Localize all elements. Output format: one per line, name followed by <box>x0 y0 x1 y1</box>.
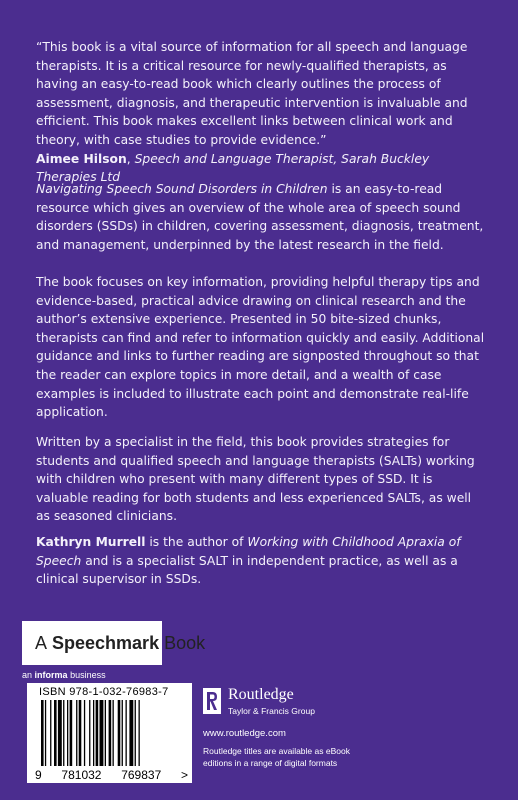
author-name: Kathryn Murrell <box>36 535 146 549</box>
quote-text: “This book is a vital source of information for all speech and language therapists. It is a critical resource for newly-qualified therapists, as having an easy-to-read book which clearly outlines the process of assessment, diagnosis, and therapeutic intervention is invaluable and efficient. This book makes excellent links between clinical work and theory, with case studies to provide evidence.” <box>36 40 468 147</box>
barcode-digit-lead: 9 <box>35 768 42 782</box>
author-bio-text-1: is the author of <box>145 535 248 549</box>
barcode-digits-left: 781032 <box>61 768 102 782</box>
imprint-suffix: Book <box>164 632 206 653</box>
speechmark-imprint-logo <box>22 621 206 665</box>
description-p1-text: is an easy-to-read resource which gives an overview of the whole area of speech sound disorders (SSDs) in children, covering assessment, diagnosis, treatment, and management, underpinned by the latest research in the field. <box>36 182 484 252</box>
author-bio-text-2: and is a specialist SALT in independent practice, as well as a clinical supervisor in SSDs. <box>36 553 458 587</box>
author-other-book: Working with Childhood Apraxia of Speech <box>36 535 461 568</box>
barcode-end-marker: > <box>180 768 188 782</box>
description-paragraph-1 <box>36 180 488 254</box>
imprint-name: Speechmark <box>52 632 160 653</box>
endorsement-quote <box>36 38 488 187</box>
routledge-logo-icon <box>203 688 221 714</box>
ebook-note: Routledge titles are available as eBook editions in a range of digital formats <box>203 746 350 768</box>
author-bio <box>36 533 488 589</box>
informa-name: informa <box>34 670 68 680</box>
informa-suffix: business <box>70 670 106 680</box>
book-title: Navigating Speech Sound Disorders in Children <box>36 182 328 196</box>
imprint-prefix: A <box>35 632 48 653</box>
description-paragraph-3: Written by a specialist in the field, this book provides strategies for students and qualified speech and language therapists (SALTs) working with children who present with many different types of SSD. It is valuable reading for both students and less experienced SALTs, as well as seasoned clinicians. <box>36 435 475 524</box>
quote-attribution: Aimee Hilson, Speech and Language Therapist, Sarah Buckley Therapies Ltd <box>36 151 430 185</box>
isbn-number: ISBN 978-1-032-76983-7 <box>39 686 169 698</box>
quote-role: Speech and Language Therapist, Sarah Buckley Therapies Ltd <box>36 151 430 185</box>
publisher-url[interactable]: www.routledge.com <box>203 728 286 739</box>
barcode-digits-right: 769837 <box>121 768 162 782</box>
informa-business-logo <box>22 670 106 680</box>
barcode-bars <box>39 700 186 766</box>
publisher-name: Routledge <box>228 686 294 703</box>
barcode-digits <box>29 768 194 782</box>
quote-name: Aimee Hilson <box>36 151 127 166</box>
informa-prefix: an <box>22 670 33 680</box>
publisher-group: Taylor & Francis Group <box>228 706 315 716</box>
description-paragraph-2: The book focuses on key information, providing helpful therapy tips and evidence-based, practical advice drawing on clinical research and the author’s extensive experience. Presented in 50 bite-sized chunks, therapists can find and refer to information quickly and easily. Additional guidance and links to further reading are signposted throughout so that the reader can explore topics in more detail, and a wealth of case examples is included to illustrate each point and demonstrate real-life application. <box>36 275 485 420</box>
isbn-barcode <box>27 683 192 783</box>
